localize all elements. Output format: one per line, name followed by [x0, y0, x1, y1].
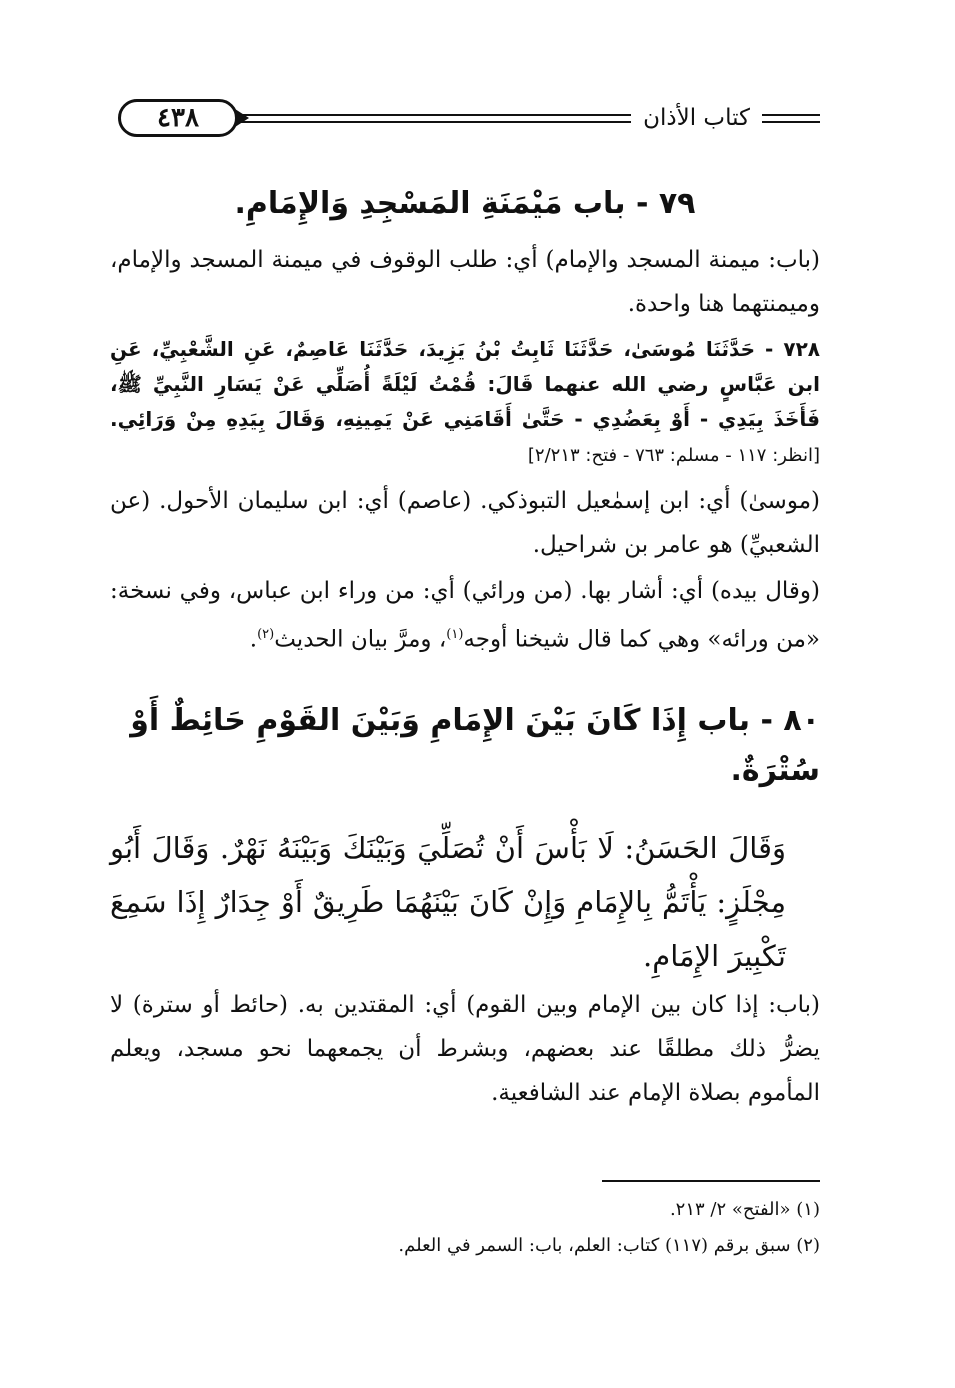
commentary-note-2: [110, 569, 820, 662]
footnote-marker-1: (١): [446, 627, 464, 642]
note-text-b: ، ومرَّ بيان الحديث: [274, 626, 447, 653]
commentary-79: (باب: ميمنة المسجد والإمام) أي: طلب الوقوف في ميمنة المسجد والإمام، وميمنتهما هنا واحدة.: [110, 247, 820, 317]
note-text-end: .: [249, 626, 258, 653]
note-text-a: (وقال بيده) أي: أشار بها. (من ورائي) أي: من وراء ابن عباس، وفي نسخة: «من ورائه» وهي كما قال شيخنا أوجه: [110, 578, 820, 653]
chapter-heading-80: ٨٠ - باب إِذَا كَانَ بَيْنَ الإِمَامِ وَبَيْنَ القَوْمِ حَائِطٌ أَوْ سُتْرَةٌ.: [130, 702, 820, 788]
commentary-80: (باب: إذا كان بين الإمام وبين القوم) أي: المقتدين به. (حائط أو سترة) لا يضرُّ ذلك مطلقًا عند بعضهم، وبشرط أن يجمعهما نحو مسجد، ويعلم المأموم بصلاة الإمام عند الشافعية.: [110, 991, 820, 1106]
footnotes: [110, 1192, 820, 1264]
header-rule-end: [762, 114, 820, 123]
page-body: [110, 178, 820, 1117]
chapter-heading-79: ٧٩ - باب مَيْمَنَةِ المَسْجِدِ وَالإِمَامِ.: [234, 186, 696, 221]
commentary-note-1: (موسىٰ) أي: ابن إسمٰعيل التبوذكي. (عاصم) أي: ابن سليمان الأحول. (عن الشعبيِّ) هو عامر بن شراحيل.: [110, 488, 820, 558]
hadith-text: ٧٢٨ - حَدَّثَنَا مُوسَىٰ، حَدَّثَنَا ثَابِتُ بْنُ يَزِيدَ، حَدَّثَنَا عَاصِمٌ، عَنِ الشَّعْبِيِّ، عَنِ ابن عَبَّاسٍ رضي الله عنهما قَالَ: قُمْتُ لَيْلَةً أُصَلِّي عَنْ يَسَارِ النَّبِيِّ ﷺ، فَأَخَذَ بِيَدِي - أَوْ بِعَضُدِي - حَتَّىٰ أَقَامَنِي عَنْ يَمِينِهِ، وَقَالَ بِيَدِهِ مِنْ وَرَائِي.: [110, 337, 820, 431]
athar-text: وَقَالَ الحَسَنُ: لَا بَأْسَ أَنْ تُصَلِّيَ وَبَيْنَكَ وَبَيْنَهُ نَهْرٌ. وَقَالَ أَبُو مِجْلَزٍ: يَأْتَمُّ بِالإِمَامِ وَإِنْ كَانَ بَيْنَهُمَا طَرِيقٌ أَوْ جِدَارٌ إِذَا سَمِعَ تَكْبِيرَ الإِمَامِ.: [110, 830, 786, 973]
page-number: ٤٣٨: [118, 99, 238, 137]
header-rule: [238, 114, 631, 123]
footnote-1: (١) «الفتح» ٢/ ٢١٣.: [669, 1199, 820, 1220]
hadith-728: [110, 332, 820, 473]
page-header: [110, 96, 820, 140]
footnote-2: (٢) سبق برقم (١١٧) كتاب: العلم، باب: السمر في العلم.: [398, 1235, 820, 1256]
running-title: كتاب الأذان: [643, 105, 750, 131]
footnote-divider: [602, 1180, 820, 1182]
hadith-reference: [انظر: ١١٧ - مسلم: ٧٦٣ - فتح: ٢/٢١٣]: [527, 445, 820, 466]
footnote-marker-2: (٢): [257, 627, 275, 642]
